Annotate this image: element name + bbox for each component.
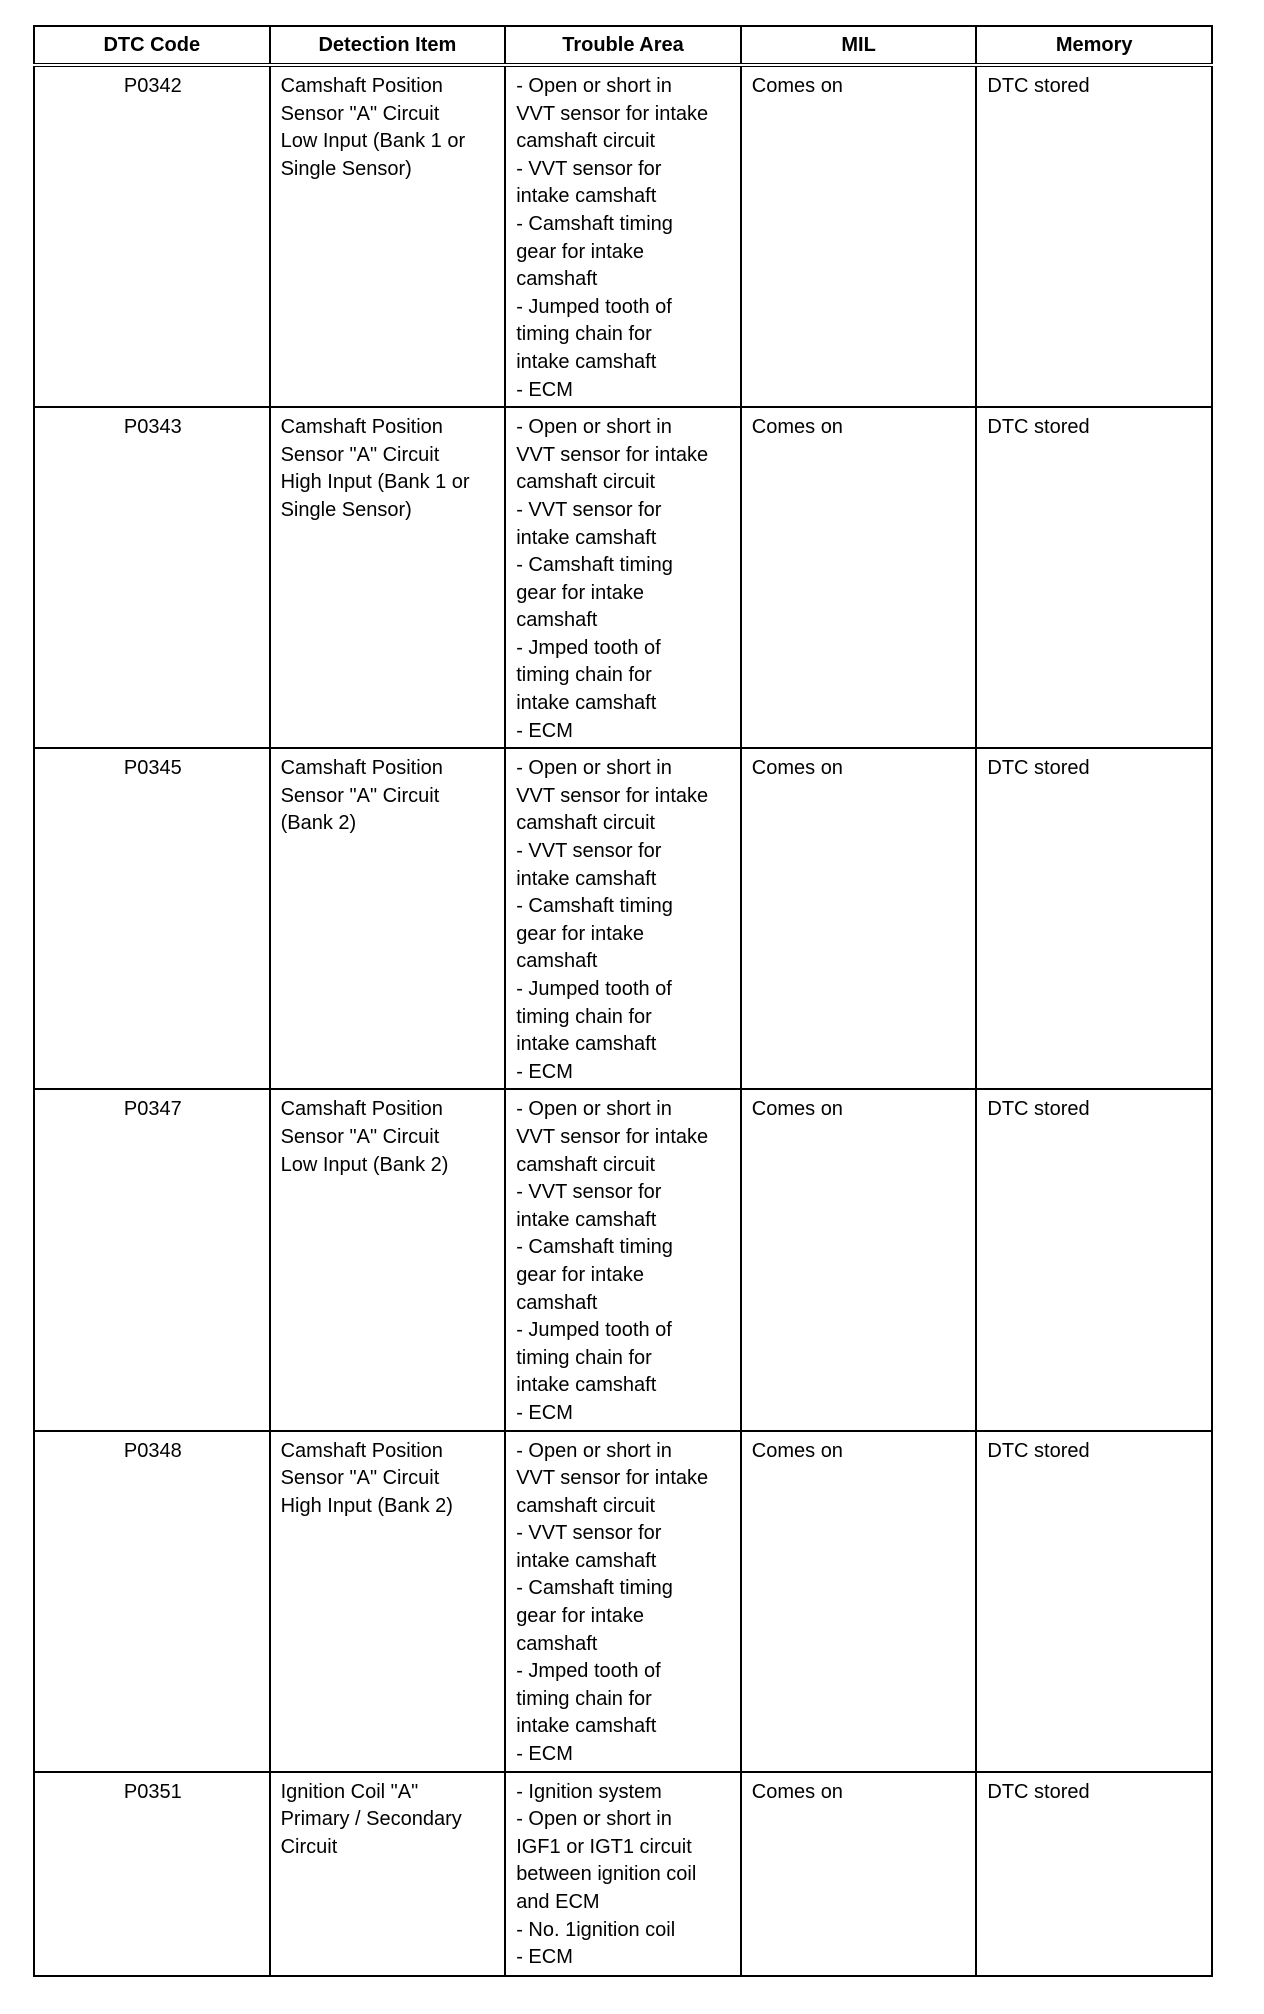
- trouble-area-line: intake camshaft: [516, 1374, 657, 1397]
- mil-cell: Comes on: [741, 1431, 977, 1772]
- trouble-area-line: - No. 1ignition coil: [516, 1918, 676, 1941]
- trouble-area-line: gear for intake: [516, 581, 645, 604]
- trouble-area-cell: [505, 65, 741, 407]
- dtc-code-cell: P0351: [34, 1772, 270, 1976]
- trouble-area-line: intake camshaft: [516, 526, 657, 549]
- trouble-area-cell: [505, 748, 741, 1089]
- trouble-area-line: - Jmped tooth of: [516, 636, 661, 659]
- trouble-area-line: camshaft circuit: [516, 471, 656, 494]
- header-memory: Memory: [976, 26, 1212, 65]
- dtc-code-cell: P0348: [34, 1431, 270, 1772]
- mil-cell: Comes on: [741, 1772, 977, 1976]
- memory-cell: DTC stored: [976, 65, 1212, 407]
- trouble-area-line: camshaft: [516, 268, 598, 291]
- trouble-area-line: camshaft circuit: [516, 812, 656, 835]
- trouble-area-line: intake camshaft: [516, 1033, 657, 1056]
- memory-cell: DTC stored: [976, 748, 1212, 1089]
- detection-item-line: High Input (Bank 2): [280, 1494, 453, 1517]
- trouble-area-cell: [505, 1089, 741, 1430]
- detection-item-line: Sensor "A" Circuit: [280, 443, 440, 466]
- trouble-area-line: - Open or short in: [516, 75, 672, 97]
- detection-item-cell: [270, 1431, 506, 1772]
- detection-item-line: Primary / Secondary: [280, 1808, 462, 1831]
- trouble-area-line: camshaft: [516, 950, 598, 973]
- header-trouble-area: Trouble Area: [505, 26, 741, 65]
- table-row: [34, 1772, 1212, 1976]
- trouble-area-line: VVT sensor for intake: [516, 784, 709, 807]
- trouble-area-line: timing chain for: [516, 1346, 652, 1369]
- detection-item-cell: [270, 1089, 506, 1430]
- trouble-area-line: camshaft circuit: [516, 1494, 656, 1517]
- detection-item-cell: [270, 1772, 506, 1976]
- memory-cell: DTC stored: [976, 1431, 1212, 1772]
- detection-item-line: Sensor "A" Circuit: [280, 1125, 440, 1148]
- trouble-area-line: - VVT sensor for: [516, 498, 662, 521]
- trouble-area-line: - Camshaft timing: [516, 554, 673, 577]
- mil-cell: Comes on: [741, 748, 977, 1089]
- detection-item-line: Camshaft Position: [280, 757, 443, 780]
- detection-item-line: Single Sensor): [280, 498, 412, 521]
- detection-item-line: Circuit: [280, 1835, 338, 1858]
- memory-cell: DTC stored: [976, 407, 1212, 748]
- trouble-area-line: intake camshaft: [516, 867, 657, 890]
- detection-item-cell: [270, 65, 506, 407]
- detection-item-line: Camshaft Position: [280, 416, 443, 439]
- trouble-area-line: - ECM: [516, 1743, 573, 1766]
- trouble-area-line: intake camshaft: [516, 1549, 657, 1572]
- header-row: [34, 26, 1212, 65]
- trouble-area-line: gear for intake: [516, 1263, 645, 1286]
- trouble-area-line: IGF1 or IGT1 circuit: [516, 1835, 692, 1858]
- trouble-area-line: VVT sensor for intake: [516, 1125, 709, 1148]
- trouble-area-line: - ECM: [516, 719, 573, 742]
- memory-cell: DTC stored: [976, 1089, 1212, 1430]
- trouble-area-line: intake camshaft: [516, 1715, 657, 1738]
- detection-item-line: Camshaft Position: [280, 1098, 443, 1121]
- dtc-code-cell: P0345: [34, 748, 270, 1089]
- trouble-area-line: - VVT sensor for: [516, 840, 662, 863]
- trouble-area-line: - Jumped tooth of: [516, 978, 672, 1000]
- table-row: [34, 1089, 1212, 1430]
- trouble-area-line: camshaft circuit: [516, 1153, 656, 1176]
- trouble-area-line: between ignition coil: [516, 1863, 697, 1886]
- detection-item-line: (Bank 2): [280, 812, 357, 835]
- trouble-area-line: camshaft: [516, 609, 598, 632]
- trouble-area-line: - Camshaft timing: [516, 1236, 673, 1259]
- header-dtc-code: DTC Code: [34, 26, 270, 65]
- trouble-area-line: VVT sensor for intake: [516, 443, 709, 466]
- header-mil: MIL: [741, 26, 977, 65]
- trouble-area-line: VVT sensor for intake: [516, 1467, 709, 1490]
- dtc-table: [33, 25, 1213, 1977]
- trouble-area-line: gear for intake: [516, 240, 645, 263]
- trouble-area-line: - Open or short in: [516, 416, 672, 439]
- table-row: [34, 65, 1212, 407]
- table-row: [34, 748, 1212, 1089]
- detection-item-line: Sensor "A" Circuit: [280, 102, 440, 125]
- dtc-document: [33, 25, 1213, 1977]
- detection-item-line: Ignition Coil "A": [280, 1780, 419, 1803]
- mil-cell: Comes on: [741, 65, 977, 407]
- trouble-area-line: - Open or short in: [516, 757, 672, 780]
- trouble-area-line: intake camshaft: [516, 692, 657, 715]
- trouble-area-line: - Open or short in: [516, 1098, 672, 1121]
- mil-cell: Comes on: [741, 1089, 977, 1430]
- trouble-area-line: and ECM: [516, 1891, 600, 1913]
- trouble-area-line: - Camshaft timing: [516, 212, 673, 235]
- trouble-area-cell: [505, 1772, 741, 1976]
- trouble-area-line: intake camshaft: [516, 1208, 657, 1231]
- table-row: [34, 407, 1212, 748]
- trouble-area-cell: [505, 407, 741, 748]
- trouble-area-line: camshaft: [516, 1632, 598, 1655]
- trouble-area-line: - VVT sensor for: [516, 157, 662, 180]
- trouble-area-line: - ECM: [516, 1401, 573, 1424]
- trouble-area-line: - VVT sensor for: [516, 1181, 662, 1204]
- trouble-area-line: - Camshaft timing: [516, 895, 673, 918]
- trouble-area-line: - Open or short in: [516, 1439, 672, 1462]
- detection-item-line: Camshaft Position: [280, 1439, 443, 1462]
- table-row: [34, 1431, 1212, 1772]
- detection-item-line: Sensor "A" Circuit: [280, 1467, 440, 1490]
- dtc-table-body: [34, 65, 1212, 1976]
- detection-item-line: Low Input (Bank 1 or: [280, 130, 466, 153]
- mil-cell: Comes on: [741, 407, 977, 748]
- trouble-area-line: - Ignition system: [516, 1780, 662, 1803]
- header-detection-item: Detection Item: [270, 26, 506, 65]
- trouble-area-line: - ECM: [516, 1946, 573, 1969]
- trouble-area-line: - Camshaft timing: [516, 1577, 673, 1600]
- trouble-area-line: - Jumped tooth of: [516, 295, 672, 318]
- detection-item-line: Low Input (Bank 2): [280, 1153, 449, 1176]
- trouble-area-line: camshaft circuit: [516, 130, 656, 153]
- trouble-area-line: VVT sensor for intake: [516, 102, 709, 125]
- trouble-area-line: intake camshaft: [516, 185, 657, 208]
- trouble-area-line: timing chain for: [516, 1005, 652, 1028]
- trouble-area-line: - ECM: [516, 1060, 573, 1083]
- dtc-code-cell: P0343: [34, 407, 270, 748]
- trouble-area-line: - ECM: [516, 378, 573, 401]
- trouble-area-line: gear for intake: [516, 1605, 645, 1628]
- dtc-code-cell: P0342: [34, 65, 270, 407]
- memory-cell: DTC stored: [976, 1772, 1212, 1976]
- trouble-area-line: gear for intake: [516, 922, 645, 945]
- trouble-area-line: - Open or short in: [516, 1808, 672, 1831]
- detection-item-line: Single Sensor): [280, 157, 412, 180]
- trouble-area-line: intake camshaft: [516, 350, 657, 373]
- dtc-code-cell: P0347: [34, 1089, 270, 1430]
- detection-item-cell: [270, 748, 506, 1089]
- trouble-area-line: camshaft: [516, 1291, 598, 1314]
- trouble-area-line: - Jumped tooth of: [516, 1319, 672, 1342]
- trouble-area-line: - VVT sensor for: [516, 1522, 662, 1545]
- trouble-area-line: timing chain for: [516, 1687, 652, 1710]
- detection-item-cell: [270, 407, 506, 748]
- detection-item-line: High Input (Bank 1 or: [280, 471, 470, 494]
- trouble-area-cell: [505, 1431, 741, 1772]
- trouble-area-line: - Jmped tooth of: [516, 1660, 661, 1683]
- detection-item-line: Sensor "A" Circuit: [280, 784, 440, 807]
- trouble-area-line: timing chain for: [516, 664, 652, 687]
- trouble-area-line: timing chain for: [516, 323, 652, 346]
- detection-item-line: Camshaft Position: [280, 75, 443, 97]
